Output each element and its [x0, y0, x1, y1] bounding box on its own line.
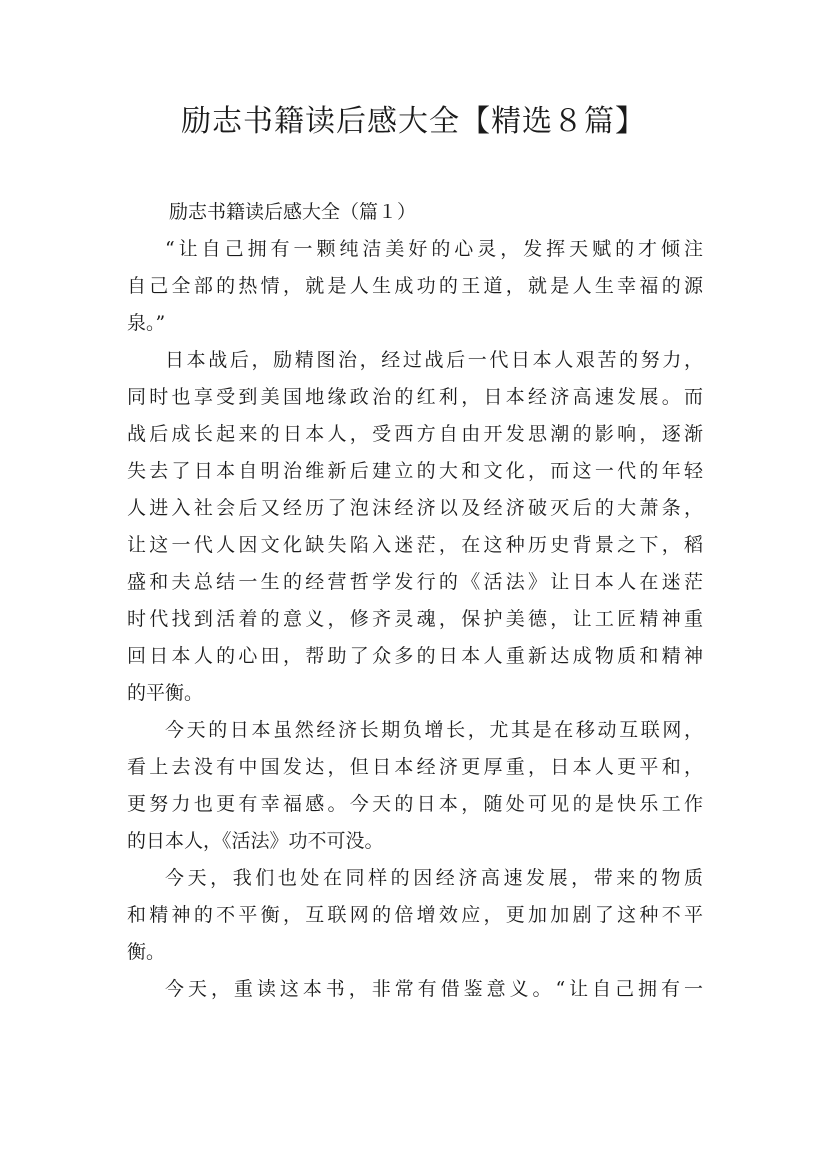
paragraph-2-line: 日本战后，励精图治，经过战后一代日本人艰苦的努力， [165, 349, 703, 371]
paragraph-2-line: 的平衡。 [127, 682, 204, 704]
paragraph-2-line: 同时也享受到美国地缘政治的红利，日本经济高速发展。而 [127, 386, 703, 408]
paragraph-4-line: 今天，我们也处在同样的因经济高速发展，带来的物质 [165, 867, 703, 889]
paragraph-1-line: 泉。” [127, 312, 166, 334]
paragraph-2-line: 人进入社会后又经历了泡沫经济以及经济破灭后的大萧条， [127, 497, 703, 519]
paragraph-2-line: 让这一代人因文化缺失陷入迷茫，在这种历史背景之下，稻 [127, 534, 703, 556]
paragraph-2-line: 回日本人的心田，帮助了众多的日本人重新达成物质和精神 [127, 645, 703, 667]
paragraph-4-line: 和精神的不平衡，互联网的倍增效应，更加加剧了这种不平 [127, 904, 703, 926]
document-body [127, 194, 703, 1008]
paragraph-3-line: 看上去没有中国发达，但日本经济更厚重，日本人更平和， [127, 756, 703, 778]
paragraph-5-line: 今天，重读这本书，非常有借鉴意义。“让自己拥有一 [165, 978, 703, 1000]
paragraph-2-line: 战后成长起来的日本人，受西方自由开发思潮的影响，逐渐 [127, 423, 703, 445]
paragraph-1-line: “让自己拥有一颗纯洁美好的心灵，发挥天赋的才倾注 [165, 238, 703, 260]
document-title: 励志书籍读后感大全【精选８篇】 [181, 104, 646, 139]
paragraph-2-line: 失去了日本自明治维新后建立的大和文化，而这一代的年轻 [127, 460, 703, 482]
paragraph-3-line: 更努力也更有幸福感。今天的日本，随处可见的是快乐工作 [127, 793, 703, 815]
paragraph-2-line: 时代找到活着的意义，修齐灵魂，保护美德，让工匠精神重 [127, 608, 703, 630]
paragraph-1-line: 自己全部的热情，就是人生成功的王道，就是人生幸福的源 [127, 275, 703, 297]
paragraph-4-line: 衡。 [127, 941, 166, 963]
paragraph-2-line: 盛和夫总结一生的经营哲学发行的《活法》让日本人在迷茫 [127, 571, 703, 593]
paragraph-3-line: 今天的日本虽然经济长期负增长，尤其是在移动互联网， [165, 719, 703, 741]
section-subtitle: 励志书籍读后感大全（篇１） [169, 201, 417, 223]
paragraph-3-line: 的日本人，《活法》功不可没。 [127, 830, 384, 852]
